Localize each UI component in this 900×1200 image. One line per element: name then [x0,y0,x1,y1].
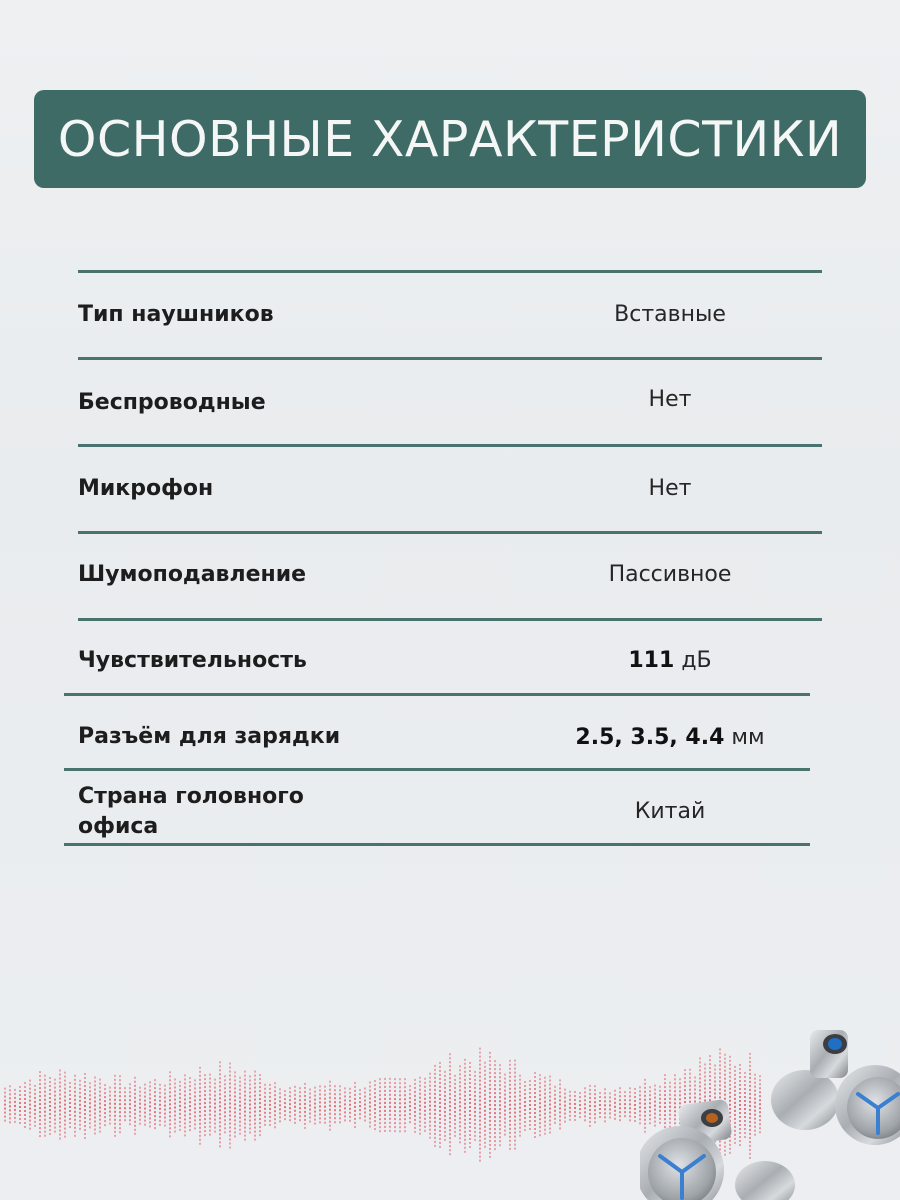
spec-value: Вставные [614,302,726,327]
page-title: ОСНОВНЫЕ ХАРАКТЕРИСТИКИ [57,110,843,168]
spec-label: Микрофон [78,476,214,501]
earbud-back [771,1030,900,1145]
title-banner [34,90,866,188]
table-divider [64,843,810,846]
table-divider [64,693,810,696]
table-divider [78,531,822,534]
spec-label: Разъём для зарядки [78,724,341,749]
table-divider [78,444,822,447]
spec-value-unit: мм [731,725,765,750]
spec-value-number: 2.5, 3.5, 4.4 [575,725,725,750]
spec-label: Беспроводные [78,390,266,415]
table-divider [78,618,822,621]
table-divider [64,768,810,771]
spec-value: Китай [634,799,706,824]
spec-label: Чувствительность [78,648,307,673]
spec-value: Нет [648,387,692,412]
spec-value [520,723,820,753]
earbud-front [640,1099,795,1200]
spec-value-unit: дБ [681,648,712,673]
spec-label: Тип наушников [78,302,274,327]
spec-value-number: 111 [628,648,675,673]
earbuds-image [640,1020,900,1200]
table-divider [78,357,822,360]
spec-label: Шумоподавление [78,562,307,587]
spec-value [560,646,780,676]
spec-value: Нет [648,476,692,501]
spec-label: Страна головного офиса [78,784,304,839]
table-divider [78,270,822,273]
spec-value: Пассивное [608,562,732,587]
